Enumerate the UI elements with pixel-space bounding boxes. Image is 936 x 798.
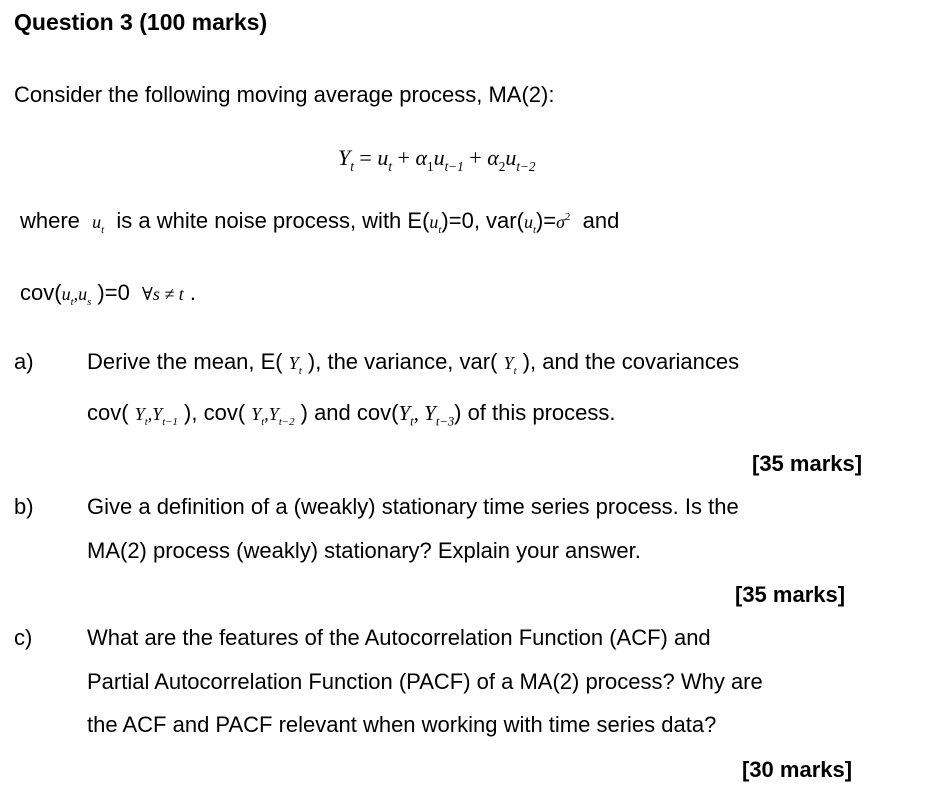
ma2-equation: $Y_t = u_t + \alpha_1u_{t-1} + \alpha_2u_{t-2}$	[338, 145, 536, 174]
part-a-line2: cov( $Y_t,Y_{t-1}$ ), cov( $Y_t,Y_{t-2}$ ) and $cov(Y_t$, $Y_{t-3}$) of this process.	[87, 400, 616, 429]
part-c-line1: What are the features of the Autocorrelation Function (ACF) and	[87, 625, 711, 650]
part-c-line3: the ACF and PACF relevant when working with time series data?	[87, 712, 717, 737]
part-c-line2: Partial Autocorrelation Function (PACF) of a MA(2) process? Why are	[87, 669, 763, 694]
part-a-marks: [35 marks]	[752, 451, 863, 476]
part-c-label: c)	[14, 625, 33, 650]
cov-line: $cov(u_t,u_s$ )=0 ∀s ≠ t .	[20, 280, 197, 308]
part-c-marks: [30 marks]	[742, 757, 853, 782]
part-b-line2: MA(2) process (weakly) stationary? Explain your answer.	[87, 538, 641, 563]
part-b-line1: Give a definition of a (weakly) stationary time series process. Is the	[87, 494, 739, 519]
equation-lhs: $Y_t$	[338, 145, 354, 174]
part-a-label: a)	[14, 349, 34, 374]
where-line: where $u_t$ is a white noise process, with $E(u_t)=0$, $var(u_t)=\sigma^2$ and	[20, 208, 620, 236]
part-a-line1: Derive the mean, E( $Y_t$ ), the variance, var( $Y_t$ ), and the covariances	[87, 349, 740, 377]
part-b-label: b)	[14, 494, 34, 519]
part-b-marks: [35 marks]	[735, 582, 846, 607]
question-heading: Question 3 (100 marks)	[14, 9, 268, 35]
intro-text: Consider the following moving average process, MA(2):	[14, 82, 555, 107]
